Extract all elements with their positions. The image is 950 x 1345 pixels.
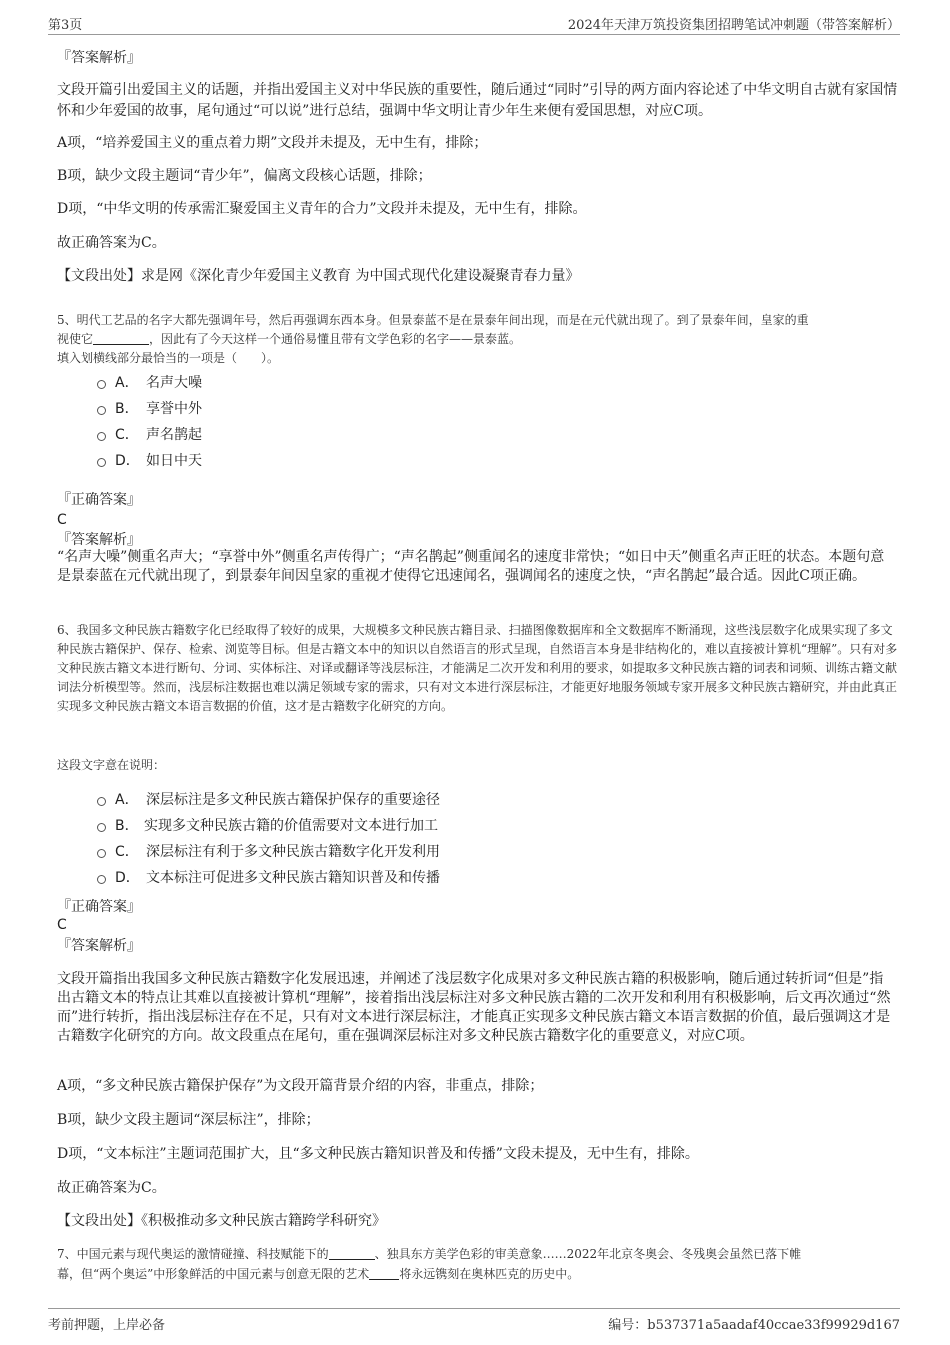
q4-option-d-note: D项，“中华文明的传承需汇聚爱国主义青年的合力”文段并未提及，无中生有，排除。 — [57, 201, 587, 217]
q5-option-d[interactable] — [96, 451, 396, 473]
q6-option-b[interactable] — [96, 816, 596, 838]
radio-icon[interactable] — [97, 380, 106, 389]
q5-option-a-text: 名声大噪 — [146, 375, 202, 391]
q7-stem-part4: 将永远镌刻在奥林匹克的历史中。 — [399, 1267, 580, 1281]
q6-option-a[interactable] — [96, 790, 596, 812]
radio-icon[interactable] — [97, 797, 106, 806]
footer-document-id: 编号：b537371a5aadaf40ccae33f99929d167 — [608, 1318, 900, 1333]
radio-icon[interactable] — [97, 432, 106, 441]
q6-option-b-text: 实现多文种民族古籍的价值需要对文本进行加工 — [144, 818, 438, 834]
q5-option-b-letter: B． — [115, 401, 139, 417]
q6-source: 【文段出处】《积极推动多文种民族古籍跨学科研究》 — [57, 1213, 386, 1229]
q6-option-b-letter: B． — [115, 818, 139, 834]
q5-stem-line2 — [57, 330, 899, 349]
q6-option-d-letter: D． — [115, 870, 140, 886]
q6-option-c-text: 深层标注有利于多文种民族古籍数字化开发利用 — [146, 844, 440, 860]
q6-option-d-note: D项，“文本标注”主题词范围扩大，且“多文种民族古籍知识普及和传播”文段未提及，无中生有，排除。 — [57, 1146, 699, 1162]
q4-analysis-label: 『答案解析』 — [57, 50, 141, 66]
q6-answer: C — [57, 917, 67, 933]
q4-conclusion: 故正确答案为C。 — [57, 235, 166, 251]
radio-icon[interactable] — [97, 406, 106, 415]
q4-option-b-note: B项，缺少文段主题词“青少年”，偏离文段核心话题，排除； — [57, 168, 432, 184]
q6-option-d-text: 文本标注可促进多文种民族古籍知识普及和传播 — [146, 870, 440, 886]
radio-icon[interactable] — [97, 458, 106, 467]
q6-analysis-text: 文段开篇指出我国多文种民族古籍数字化发展迅速，并阐述了浅层数字化成果对多文种民族古籍的积极影响，随后通过转折词“但是”指出古籍文本的特点让其难以直接被计算机“理解”，接着指出浅层标注对多文种民族古籍的二次开发和利用有积极影响，后文再次通过“然而”进行转折，指出浅层标注存在不足，只有对文本进行深层标注，才能真正实现多文种民族古籍文本语言数据的价值，最后强调这才是古籍数字化研究的方向。故文段重点在尾句，重在强调深层标注对多文种民族古籍数字化的重要意义，对应C项。 — [57, 971, 891, 1044]
q4-source: 【文段出处】求是网《深化青少年爱国主义教育 为中国式现代化建设凝聚青春力量》 — [57, 268, 580, 284]
q5-option-a-letter: A． — [115, 375, 139, 391]
q6-option-a-note: A项，“多文种民族古籍保护保存”为文段开篇背景介绍的内容，非重点，排除； — [57, 1078, 544, 1094]
page-number: 第3页 — [48, 18, 83, 33]
q6-answer-label: 『正确答案』 — [57, 899, 141, 915]
q7-fill-blank-2 — [369, 1267, 399, 1280]
q5-option-a[interactable] — [96, 373, 396, 395]
q5-option-d-text: 如日中天 — [146, 453, 202, 469]
footer-slogan: 考前押题，上岸必备 — [48, 1318, 166, 1333]
radio-icon[interactable] — [97, 823, 106, 832]
q5-stem-line1: 5、明代工艺品的名字大都先强调年号，然后再强调东西本身。但景泰蓝不是在景泰年间出现，而是在元代就出现了。到了景泰年间，皇家的重 — [57, 313, 809, 327]
q6-prompt: 这段文字意在说明： — [57, 758, 166, 772]
q5-option-b-text: 享誉中外 — [146, 401, 202, 417]
q5-answer: C — [57, 512, 67, 528]
q5-analysis-label: 『答案解析』 — [57, 532, 141, 548]
radio-icon[interactable] — [97, 875, 106, 884]
q5-option-c[interactable] — [96, 425, 396, 447]
q5-option-d-letter: D． — [115, 453, 140, 469]
q4-option-a-note: A项，“培养爱国主义的重点着力期”文段并未提及，无中生有，排除； — [57, 135, 488, 151]
q6-analysis-label: 『答案解析』 — [57, 938, 141, 954]
q6-option-c-letter: C． — [115, 844, 139, 860]
q7-stem-line2 — [57, 1265, 899, 1284]
q6-option-d[interactable] — [96, 868, 596, 890]
q7-stem-part1: 7、中国元素与现代奥运的激情碰撞、科技赋能下的 — [57, 1247, 329, 1261]
q7-fill-blank-1 — [329, 1247, 375, 1260]
q7-stem-line1 — [57, 1245, 899, 1264]
q6-option-a-text: 深层标注是多文种民族古籍保护保存的重要途径 — [146, 792, 440, 808]
q5-analysis-text: “名声大噪”侧重名声大；“享誉中外”侧重名声传得广；“声名鹊起”侧重闻名的速度非常快；“如日中天”侧重名声正旺的状态。本题句意是景泰蓝在元代就出现了，到景泰年间因皇家的重视才使得它迅速闻名，强调闻名的速度之快，“声名鹊起”最合适。因此C项正确。 — [57, 549, 885, 584]
q5-option-c-letter: C． — [115, 427, 139, 443]
q6-option-c[interactable] — [96, 842, 596, 864]
q5-option-c-text: 声名鹊起 — [146, 427, 202, 443]
q7-stem-part3: 幕，但“两个奥运”中形象鲜活的中国元素与创意无限的艺术 — [57, 1267, 370, 1281]
q5-stem-part2: ，因此有了今天这样一个通俗易懂且带有文学色彩的名字——景泰蓝。 — [149, 332, 522, 346]
q6-stem: 6、我国多文种民族古籍数字化已经取得了较好的成果，大规模多文种民族古籍目录、扫描图像数据库和全文数据库不断涌现，这些浅层数字化成果实现了多文种民族古籍保护、保存、检索、浏览等目标。但是古籍文本中的知识以自然语言的形式呈现，自然语言本身是非结构化的，难以直接被计算机“理解”。只有对多文种民族古籍文本进行断句、分词、实体标注、对译或翻译等浅层标注，才能满足二次开发和利用的要求，如提取多文种民族古籍的词表和词频、训练古籍文献词法分析模型等。然而，浅层标注数据也难以满足领域专家的需求，只有对文本进行深层标注，才能更好地服务领域专家开展多文种民族古籍研究，并由此真正实现多文种民族古籍文本语言数据的价值，这才是古籍数字化研究的方向。 — [57, 623, 898, 713]
q4-analysis-text: 文段开篇引出爱国主义的话题，并指出爱国主义对中华民族的重要性，随后通过“同时”引导的两方面内容论述了中华文明自古就有家国情怀和少年爱国的故事，尾句通过“可以说”进行总结，强调中华文明让青少年生来便有爱国思想，对应C项。 — [57, 82, 898, 119]
header-divider — [48, 34, 900, 35]
q6-conclusion: 故正确答案为C。 — [57, 1180, 166, 1196]
q6-option-a-letter: A． — [115, 792, 139, 808]
q5-answer-label: 『正确答案』 — [57, 492, 141, 508]
q5-stem-part1: 视使它 — [57, 332, 94, 346]
footer-divider — [48, 1308, 900, 1309]
q5-prompt: 填入划横线部分最恰当的一项是（ ）。 — [57, 351, 280, 365]
document-title: 2024年天津万筑投资集团招聘笔试冲刺题（带答案解析） — [567, 18, 900, 33]
q6-option-b-note: B项，缺少文段主题词“深层标注”，排除； — [57, 1112, 320, 1128]
q5-fill-blank — [93, 332, 149, 345]
radio-icon[interactable] — [97, 849, 106, 858]
q7-stem-part2: 、独具东方美学色彩的审美意象……2022年北京冬奥会、冬残奥会虽然已落下帷 — [374, 1247, 802, 1261]
q5-option-b[interactable] — [96, 399, 396, 421]
